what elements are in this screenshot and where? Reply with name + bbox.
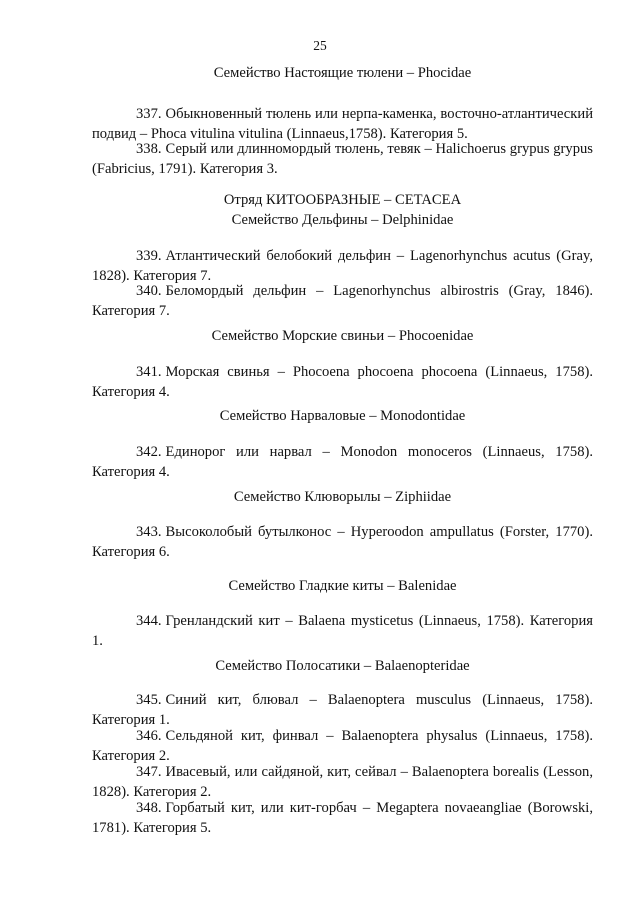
entry-number: 338.: [136, 141, 162, 157]
entry-number: 347.: [136, 764, 162, 780]
entry-text: Синий кит, блювал – Balaenoptera musculus (Linnaeus, 1758). Категория 1.: [92, 692, 593, 729]
entry-text: Гренландский кит – Balaena mysticetus (Linnaeus, 1758). Категория 1.: [92, 613, 593, 650]
entry-number: 339.: [136, 248, 162, 264]
entry-340: [92, 281, 593, 322]
family-heading-phocoenidae: Семейство Морские свиньи – Phocoenidae: [211, 328, 474, 344]
entry-348: [92, 798, 593, 839]
entry-343: [92, 522, 593, 563]
entry-number: 346.: [136, 728, 162, 744]
entry-338: [92, 139, 593, 180]
entry-text: Ивасевый, или сайдяной, кит, сейвал – Balaenoptera borealis (Lesson, 1828). Категория 2.: [92, 764, 593, 801]
entry-number: 337.: [136, 106, 162, 122]
entry-number: 348.: [136, 800, 162, 816]
family-heading-ziphiidae: Семейство Клюворылы – Ziphiidae: [233, 489, 452, 505]
family-heading-monodontidae: Семейство Нарваловые – Monodontidae: [219, 408, 466, 424]
entry-345: [92, 690, 593, 731]
entry-347: [92, 762, 593, 803]
entry-text: Сельдяной кит, финвал – Balaenoptera physalus (Linnaeus, 1758). Категория 2.: [92, 728, 593, 765]
entry-text: Беломордый дельфин – Lagenorhynchus albirostris (Gray, 1846). Категория 7.: [92, 283, 593, 320]
entry-text: Серый или длинномордый тюлень, тевяк – Halichoerus grypus grypus (Fabricius, 1791). Категория 3.: [92, 141, 593, 178]
family-heading-balenidae: Семейство Гладкие киты – Balenidae: [228, 578, 457, 594]
entry-344: [92, 611, 593, 652]
entry-number: 345.: [136, 692, 162, 708]
page-number: 25: [313, 38, 327, 53]
entry-341: [92, 362, 593, 403]
entry-number: 341.: [136, 364, 162, 380]
entry-text: Морская свинья – Phocoena phocoena phocoena (Linnaeus, 1758). Категория 4.: [92, 364, 593, 401]
entry-number: 342.: [136, 444, 162, 460]
entry-number: 343.: [136, 524, 162, 540]
family-heading-delphinidae: Семейство Дельфины – Delphinidae: [231, 212, 454, 228]
entry-number: 340.: [136, 283, 162, 299]
order-heading-cetacea: Отряд КИТООБРАЗНЫЕ – CETACEA: [223, 192, 462, 208]
entry-text: Горбатый кит, или кит-горбач – Megaptera novaeangliae (Borowski, 1781). Категория 5.: [92, 800, 593, 837]
family-heading-phocidae: Семейство Настоящие тюлени – Phocidae: [213, 65, 472, 81]
entry-number: 344.: [136, 613, 162, 629]
entry-text: Обыкновенный тюлень или нерпа-каменка, восточно-атлантический подвид – Phoca vitulina vitulina (Linnaeus,1758). Категория 5.: [92, 106, 593, 143]
entry-text: Единорог или нарвал – Monodon monoceros (Linnaeus, 1758). Категория 4.: [92, 444, 593, 481]
family-heading-balaenopteridae: Семейство Полосатики – Balaenopteridae: [215, 658, 470, 674]
entry-342: [92, 442, 593, 483]
entry-346: [92, 726, 593, 767]
entry-text: Атлантический белобокий дельфин – Lagenorhynchus acutus (Gray, 1828). Категория 7.: [92, 248, 593, 285]
entry-text: Высоколобый бутылконос – Hyperoodon ampullatus (Forster, 1770). Категория 6.: [92, 524, 593, 561]
